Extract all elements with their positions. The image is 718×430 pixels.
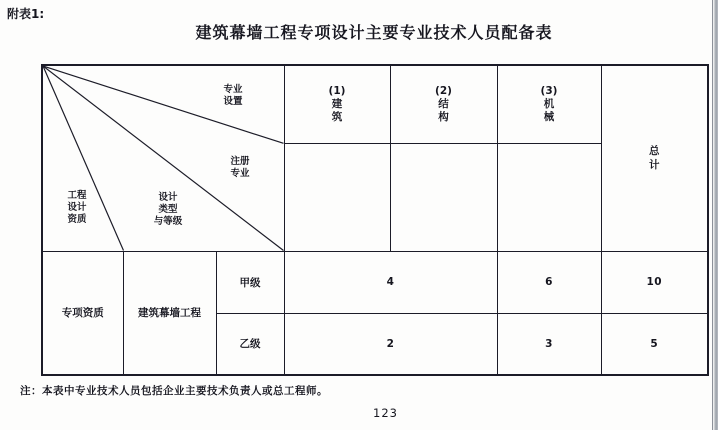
label-line: 类型 [158,204,178,215]
empty-header-cell [390,143,497,251]
empty-header-cell [497,143,601,251]
column-number: (3) [540,84,558,97]
attachment-label: 附表1: [7,7,45,21]
column-number: (1) [328,84,346,97]
total-char: 总 [649,145,660,158]
label-line: 工程 [67,190,87,201]
label-line: 设置 [223,96,243,107]
column-char: 构 [438,110,449,123]
column-header-structure [390,65,497,143]
page-number: 123 [373,406,398,420]
empty-header-cell [284,143,390,251]
column-number: (2) [435,84,452,97]
label-design-type-grade [154,192,183,228]
column-char: 机 [543,97,555,110]
column-char: 结 [438,97,449,110]
label-line: 与等级 [153,216,183,227]
grade-a-total-value: 10 [601,251,708,313]
label-line: 资质 [67,214,87,225]
label-line: 设计 [158,192,178,203]
column-header-total [601,65,708,251]
grade-b-arch-struct-value: 2 [284,313,497,375]
column-header-architecture [284,65,390,143]
scan-edge-artifact [712,0,718,430]
diagonal-header-cell [42,65,284,251]
label-registered-profession [230,156,249,180]
total-char: 计 [649,159,660,172]
page-title: 建筑幕墙工程专项设计主要专业技术人员配备表 [195,23,553,42]
footnote: 注：本表中专业技术人员包括企业主要技术负责人或总工程师。 [20,385,328,397]
label-engineering-design-qualification [67,190,86,226]
column-header-machinery [497,65,601,143]
label-line: 专业 [223,84,243,95]
column-char: 建 [331,97,343,110]
row-label-curtain-wall-project: 建筑幕墙工程 [123,251,216,375]
column-char: 筑 [331,110,343,123]
grade-a-label: 甲级 [216,251,284,313]
column-char: 械 [543,110,555,123]
grade-a-machinery-value: 6 [497,251,601,313]
label-line: 专业 [230,168,250,179]
label-line: 注册 [230,156,250,167]
label-profession-setup [223,84,242,108]
grade-b-label: 乙级 [216,313,284,375]
label-line: 设计 [67,202,87,213]
row-label-special-qualification: 专项资质 [42,251,123,375]
grade-b-total-value: 5 [601,313,708,375]
grade-b-machinery-value: 3 [497,313,601,375]
personnel-allocation-table [41,64,709,376]
grade-a-arch-struct-value: 4 [284,251,497,313]
